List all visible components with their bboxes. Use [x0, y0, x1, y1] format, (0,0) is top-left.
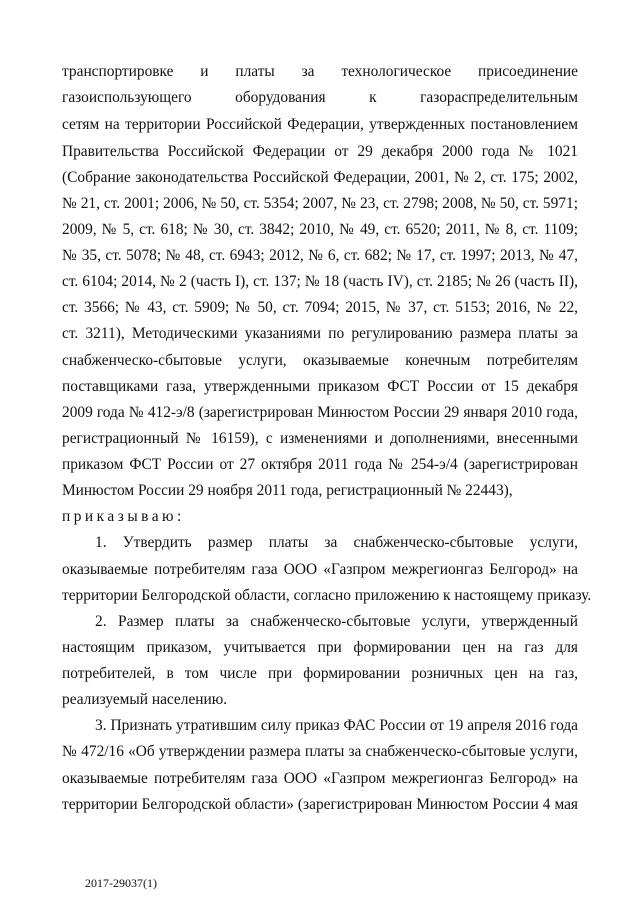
text-line: № 21, ст. 2001; 2006, № 50, ст. 5354; 2007, № 23, ст. 2798; 2008, № 50, ст. 5971; [62, 195, 578, 212]
text-line: регистрационный № 16159), с изменениями и дополнениями, внесенными [62, 430, 578, 447]
item-2-line: 2. Размер платы за снабженческо-сбытовые услуги, утвержденный [95, 613, 578, 630]
text-line: оказываемые потребителям газа ООО «Газпром межрегионгаз Белгород» на [62, 561, 578, 578]
text-line: (Собрание законодательства Российской Федерации, 2001, № 2, ст. 175; 2002, [62, 169, 578, 186]
item-1-line: 1. Утвердить размер платы за снабженческо-сбытовые услуги, [95, 534, 578, 551]
text-line: Правительства Российской Федерации от 29 декабря 2000 года № 1021 [62, 143, 578, 160]
text-line: 2009 года № 412-э/8 (зарегистрирован Минюстом России 29 января 2010 года, [62, 404, 578, 421]
text-line: ст. 3566; № 43, ст. 5909; № 50, ст. 7094; 2015, № 37, ст. 5153; 2016, № 22, [62, 299, 578, 316]
footer-code: 2017-29037(1) [85, 876, 157, 890]
text-line: Минюстом России 29 ноября 2011 года, регистрационный № 22443), [62, 482, 513, 499]
text-line: ст. 6104; 2014, № 2 (часть I), ст. 137; № 18 (часть IV), ст. 2185; № 26 (часть II), [62, 273, 578, 290]
text-line: 2009, № 5, ст. 618; № 30, ст. 3842; 2010, № 49, ст. 6520; 2011, № 8, ст. 1109; [62, 221, 578, 238]
text-line: приказом ФСТ России от 27 октября 2011 года № 254-э/4 (зарегистрирован [62, 456, 578, 473]
text-line: потребителей, в том числе при формировании розничных цен на газ, [62, 665, 578, 682]
text-line: ст. 3211), Методическими указаниями по регулированию размера платы за [62, 325, 578, 342]
text-line: сетям на территории Российской Федерации, утвержденных постановлением [62, 116, 578, 133]
text-line: снабженческо-сбытовые услуги, оказываемые конечным потребителям [62, 352, 578, 369]
text-line: территории Белгородской области» (зарегистрирован Минюстом России 4 мая [62, 796, 578, 813]
text-line: транспортировке и платы за технологическое присоединение [62, 63, 578, 80]
text-line: территории Белгородской области, согласно приложению к настоящему приказу. [62, 587, 592, 604]
order-word: приказываю: [62, 508, 185, 525]
text-line: настоящим приказом, учитывается при формировании цен на газ для [62, 639, 578, 656]
text-line: реализуемый населению. [62, 691, 228, 708]
text-line: поставщиками газа, утвержденными приказом ФСТ России от 15 декабря [62, 378, 578, 395]
text-line: оказываемые потребителям газа ООО «Газпром межрегионгаз Белгород» на [62, 770, 578, 787]
text-line: № 472/16 «Об утверждении размера платы за снабженческо-сбытовые услуги, [62, 743, 578, 760]
text-line: № 35, ст. 5078; № 48, ст. 6943; 2012, № 6, ст. 682; № 17, ст. 1997; 2013, № 47, [62, 247, 578, 264]
item-3-line: 3. Признать утратившим силу приказ ФАС России от 19 апреля 2016 года [95, 717, 578, 734]
text-line: газоиспользующего оборудования к газораспределительным [62, 89, 578, 106]
